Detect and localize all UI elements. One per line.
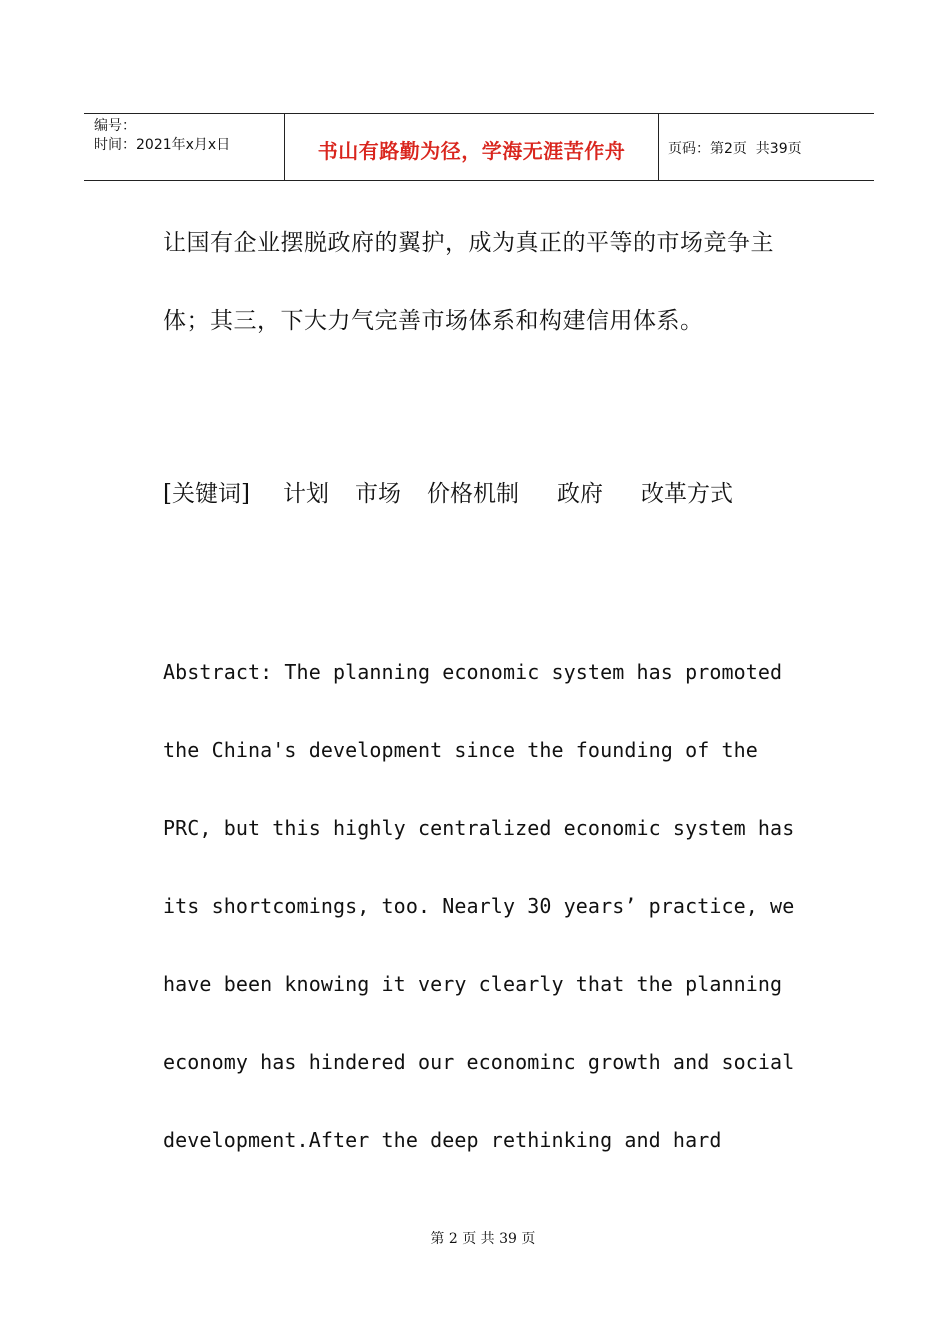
footer-page-number: 第 2 页 共 39 页	[430, 1231, 536, 1247]
keyword-item: 市场	[355, 481, 401, 507]
header-motto-cell	[285, 114, 659, 180]
abstract-line: Abstract: The planning economic system has promoted	[163, 660, 783, 684]
keyword-item: 政府	[557, 481, 603, 507]
keyword-item: 价格机制	[427, 481, 519, 507]
keyword-item: 计划	[283, 481, 329, 507]
abstract-line: its shortcomings, too. Nearly 30 years’ practice, we	[163, 894, 795, 918]
keywords-row	[163, 479, 733, 509]
header-motto: 书山有路勤为径，学海无涯苦作舟	[317, 138, 626, 163]
abstract-line: the China's development since the founding of the	[163, 738, 758, 762]
body-chinese-line-2: 体；其三，下大力气完善市场体系和构建信用体系。	[163, 308, 704, 334]
body-chinese-line-1: 让国有企业摆脱政府的翼护，成为真正的平等的市场竞争主	[163, 230, 774, 256]
header-page-cell	[659, 114, 874, 180]
abstract-line: PRC, but this highly centralized economic system has	[163, 816, 795, 840]
document-date-label: 时间：2021年x月x日	[94, 137, 231, 153]
abstract-line: development.After the deep rethinking and hard	[163, 1128, 722, 1152]
header-meta-cell	[84, 114, 285, 180]
header-page-label: 页码：第2页 共39页	[668, 141, 802, 157]
keyword-item: 改革方式	[641, 481, 733, 507]
document-number-label: 编号：	[94, 118, 136, 134]
page-footer	[0, 1212, 950, 1264]
page-header	[84, 113, 874, 181]
abstract-line: economy has hindered our econominc growth and social	[163, 1050, 795, 1074]
keywords-label: [关键词]	[163, 481, 250, 507]
abstract-line: have been knowing it very clearly that the planning	[163, 972, 783, 996]
